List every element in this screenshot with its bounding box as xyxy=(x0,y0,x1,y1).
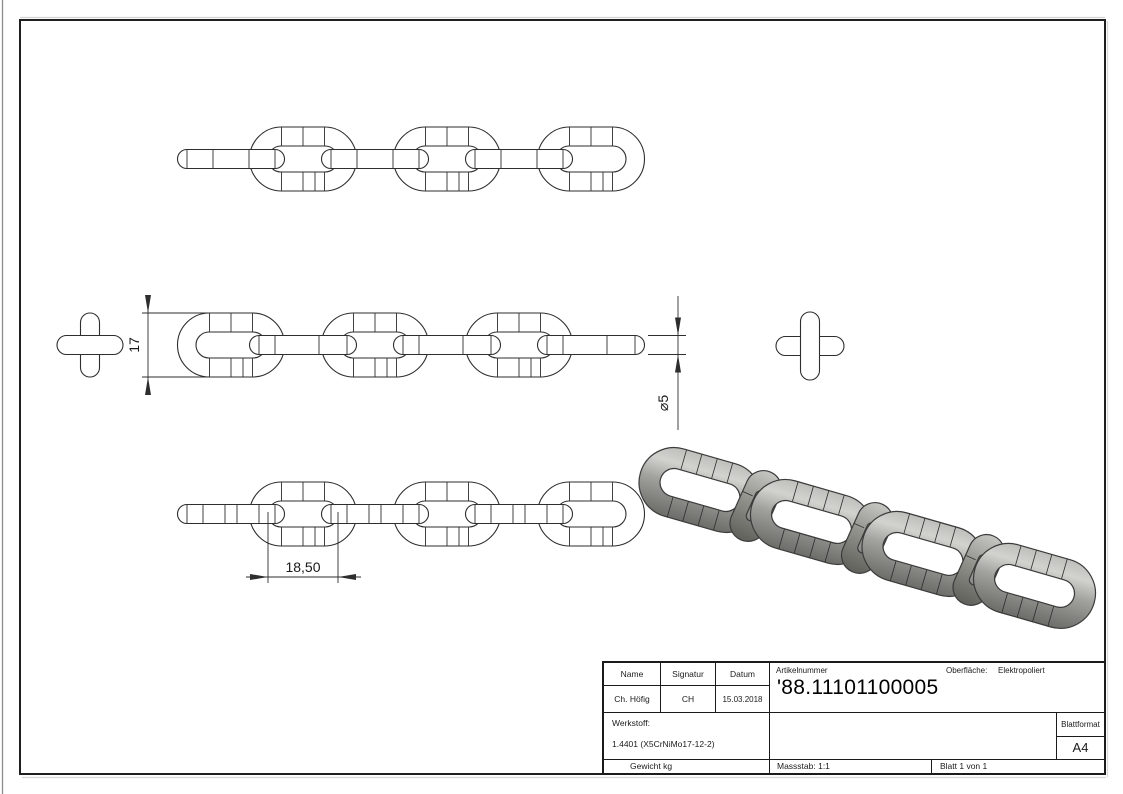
chain-link-edge xyxy=(178,150,285,169)
dim-wire-diameter-label: ⌀5 xyxy=(655,394,671,412)
dim-arrow xyxy=(338,574,356,580)
gewicht-cell: Gewicht kg xyxy=(604,760,770,773)
chain-link-edge xyxy=(250,336,357,355)
dim-arrow xyxy=(145,295,151,313)
chain-link-edge xyxy=(466,505,573,524)
chain-link-edge xyxy=(322,150,429,169)
titleblock-value-signatur: CH xyxy=(661,686,716,713)
chain-link-edge xyxy=(466,150,573,169)
dim-link-height xyxy=(142,295,211,395)
front-view xyxy=(178,313,645,377)
dim-link-height-label: 17 xyxy=(126,337,142,353)
titleblock-header-name: Name xyxy=(604,663,661,686)
oberflaeche-value: Elektropoliert xyxy=(998,666,1045,675)
chain-link-edge xyxy=(394,336,501,355)
massstab-cell: Massstab: 1:1 xyxy=(770,760,932,773)
artikelnummer-value: '88.11101100005 xyxy=(777,676,939,699)
oberflaeche-label: Oberfläche: xyxy=(946,666,988,675)
werkstoff-value: 1.4401 (X5CrNiMo17-12-2) xyxy=(612,739,715,749)
chain-link-edge xyxy=(178,505,285,524)
title-block xyxy=(602,661,1106,775)
dim-arrow xyxy=(250,574,268,580)
blatt-cell: Blatt 1 von 1 xyxy=(940,761,988,771)
generated-geometry xyxy=(57,127,1105,641)
werkstoff-label: Werkstoff: xyxy=(612,718,650,728)
end-link-vertical xyxy=(801,312,820,380)
top-view xyxy=(178,127,645,191)
end-link-horizontal xyxy=(57,336,123,355)
end-view-right xyxy=(776,312,844,380)
artikelnummer-label: Artikelnummer xyxy=(776,666,828,675)
titleblock-werkstoff-cell xyxy=(604,713,770,760)
titleblock-value-name: Ch. Höfig xyxy=(604,686,661,713)
bottom-view xyxy=(178,482,645,546)
titleblock-artikelnummer-cell xyxy=(770,663,1104,713)
dim-inner-length-label: 18,50 xyxy=(285,559,321,575)
titleblock-value-datum: 15.03.2018 xyxy=(716,686,770,713)
blattformat-value: A4 xyxy=(1057,737,1104,760)
dim-arrow xyxy=(675,318,681,336)
titleblock-header-signatur: Signatur xyxy=(661,663,716,686)
titleblock-empty-cell xyxy=(770,713,1057,760)
render-3d xyxy=(630,435,1105,640)
dim-arrow xyxy=(675,355,681,373)
titleblock-header-datum: Datum xyxy=(716,663,770,686)
dim-arrow xyxy=(145,377,151,395)
blattformat-label: Blattformat xyxy=(1057,713,1104,737)
end-view-left xyxy=(57,313,123,377)
chain-link-edge xyxy=(538,336,645,355)
